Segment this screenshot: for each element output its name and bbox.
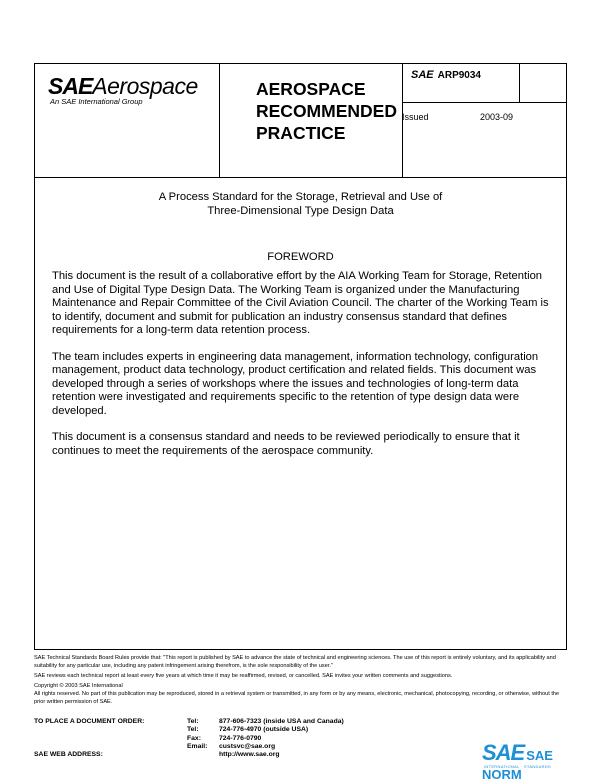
title-line: RECOMMENDED xyxy=(256,101,397,121)
document-number-value: ARP9034 xyxy=(437,70,481,81)
legal-footer xyxy=(34,655,569,709)
order-label: TO PLACE A DOCUMENT ORDER: xyxy=(34,718,145,725)
sae-aerospace-logo xyxy=(48,73,198,106)
subject-line: A Process Standard for the Storage, Retrieval and Use of xyxy=(158,191,443,203)
title-line: AEROSPACE xyxy=(256,79,366,99)
foreword-paragraph: The team includes experts in engineering data management, information technology, configuration management, product data technology, product certification and related fields. This document was developed through a series of workshops where the issues and technologies of long-term data retention were investigated and requirements specific to the retention of type design data were developed. xyxy=(52,350,539,417)
web-link[interactable]: http://www.sae.org xyxy=(219,751,280,759)
foreword-paragraph: This document is a consensus standard and needs to be reviewed periodically to ensure that it continues to meet the requirements of the aerospace community. xyxy=(52,431,520,457)
issued-date: 2003-09 xyxy=(480,112,514,122)
header-rule xyxy=(402,102,567,103)
foreword-body xyxy=(52,270,552,471)
logo-sae-text: SAE xyxy=(48,73,93,99)
standards-board-notice: SAE Technical Standards Board Rules provide that: "This report is published by SAE to advance the state of technical and engineering sciences. The use of this report is entirely voluntary, and its applicability and suitability for any particular use, including any patent infringement arising therefrom, is the sole responsibility of the user." xyxy=(34,655,556,669)
logo-subtitle: An SAE International Group xyxy=(50,97,143,106)
sae-norm-stamp xyxy=(482,740,592,782)
header-divider xyxy=(219,63,220,177)
logo-aerospace-text: Aerospace xyxy=(92,73,198,99)
tel-value: 877-606-7323 (inside USA and Canada) xyxy=(219,718,344,725)
stamp-subtitle: INTERNATIONAL · STANDARDS xyxy=(484,764,551,769)
fax-label: Fax: xyxy=(187,734,201,742)
review-notice: SAE reviews each technical report at least every five years at which time it may be reaffirmed, revised, or cancelled. SAE invites your written comments and suggestions. xyxy=(34,673,453,680)
tel-label: Tel: xyxy=(187,718,199,725)
web-label: SAE WEB ADDRESS: xyxy=(34,751,103,759)
title-line: PRACTICE xyxy=(256,123,346,143)
stamp-norm-text: SAE NORM xyxy=(482,748,553,782)
rights-notice: All rights reserved. No part of this publication may be reproduced, stored in a retrieval system or transmitted, in any form or by any means, electronic, mechanical, photocopying, recording, or otherwise, without the prior written permission of SAE. xyxy=(34,691,560,705)
fax-value: 724-776-0790 xyxy=(219,734,262,742)
tel2-label: Tel: xyxy=(187,726,199,734)
email-link[interactable]: custsvc@sae.org xyxy=(219,742,276,750)
tel2-value: 724-776-4970 (outside USA) xyxy=(219,726,309,734)
stamp-sae-text: SAE xyxy=(482,740,525,765)
email-label: Email: xyxy=(187,742,208,750)
sae-mini-logo: SAE xyxy=(411,69,434,81)
header-divider xyxy=(519,63,520,102)
issued-label: Issued xyxy=(402,112,429,122)
foreword-heading: FOREWORD xyxy=(267,251,334,263)
subject-line: Three-Dimensional Type Design Data xyxy=(207,205,394,217)
document-type-title xyxy=(256,78,397,144)
document-subject xyxy=(34,190,567,218)
document-number xyxy=(411,69,481,81)
foreword-paragraph: This document is the result of a collaborative effort by the AIA Working Team for Storage, Retention and Use of Digital Type Design Data. The Working Team is organized under the Manufacturing Maintenance and Repair Committee of the Civil Aviation Council. The charter of the Working Team is to identify, document and submit for publication an industry consensus standard that defines requirements for a long-term data retention process. xyxy=(52,270,549,336)
copyright-line: Copyright © 2003 SAE International xyxy=(34,683,123,690)
header-block xyxy=(34,63,567,178)
